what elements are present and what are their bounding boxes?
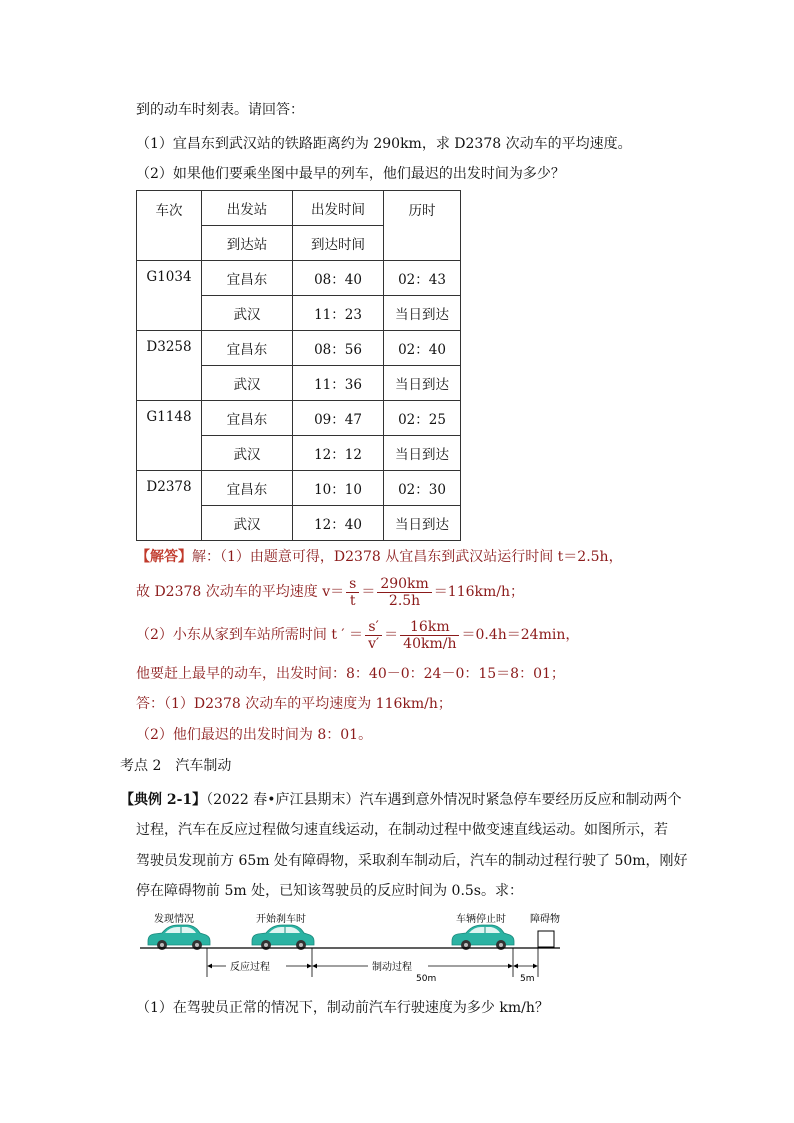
obstacle-box <box>538 931 554 947</box>
question-2: （2）如果他们要乘坐图中最早的列车，他们最迟的出发时间为多少？ <box>136 166 565 182</box>
label-obstacle: 障碍物 <box>530 914 560 925</box>
fraction-numerator: s′ <box>365 619 382 636</box>
example-label: 【典例 2-1】 <box>120 792 207 808</box>
answer-line-5: 答：（1）D2378 次动车的平均速度为 116km/h； <box>136 696 452 712</box>
train-number: D2378 <box>137 471 202 541</box>
question-1: （1）宜昌东到武汉站的铁路距离约为 290km，求 D2378 次动车的平均速度。 <box>136 136 632 152</box>
header-train: 车次 <box>137 191 202 261</box>
fraction-numerator: s <box>346 576 359 593</box>
answer-label: 【解答】 <box>136 549 192 565</box>
label-stop: 车辆停止时 <box>456 914 506 925</box>
dep-station: 宜昌东 <box>202 331 293 366</box>
duration: 02：40 <box>384 331 461 366</box>
duration: 02：43 <box>384 261 461 296</box>
label-reaction: 反应过程 <box>230 962 270 973</box>
header-dep-time: 出发时间 <box>293 191 384 226</box>
answer-text-2-prefix: 故 D2378 次动车的平均速度 v＝ <box>136 584 345 600</box>
equals-sign: ＝ <box>361 584 376 600</box>
same-day: 当日到达 <box>384 506 461 541</box>
answer-text-3-prefix: （2）小东从家到车站所需时间 t ′ ＝ <box>136 627 364 643</box>
fraction-s-over-v <box>365 619 382 652</box>
fraction-denominator: 40km/h <box>403 635 457 652</box>
section-heading: 考点 2 汽车制动 <box>120 758 232 774</box>
duration: 02：30 <box>384 471 461 506</box>
arr-time: 11：23 <box>293 296 384 331</box>
duration: 02：25 <box>384 401 461 436</box>
arr-station: 武汉 <box>202 436 293 471</box>
label-5m: 5m <box>520 974 535 984</box>
car-discover-icon <box>148 925 210 950</box>
car-brake-start-icon <box>252 925 314 950</box>
label-discover: 发现情况 <box>154 914 194 925</box>
header-arr-station: 到达站 <box>202 226 293 261</box>
label-braking: 制动过程 <box>372 962 412 973</box>
fraction-denominator: v′ <box>368 635 380 652</box>
question-last: （1）在驾驶员正常的情况下，制动前汽车行驶速度为多少 km/h？ <box>136 1000 549 1016</box>
dep-station: 宜昌东 <box>202 261 293 296</box>
fraction-16-over-40 <box>400 619 459 652</box>
same-day: 当日到达 <box>384 436 461 471</box>
fraction-290-over-2-5 <box>377 576 431 609</box>
answer-line-3 <box>136 617 579 653</box>
fraction-s-over-t <box>346 576 359 609</box>
answer-line-2 <box>136 574 524 610</box>
example-line-2: 过程，汽车在反应过程做匀速直线运动，在制动过程中做变速直线运动。如图所示，若 <box>136 822 668 838</box>
train-number: G1148 <box>137 401 202 471</box>
same-day: 当日到达 <box>384 366 461 401</box>
answer-line-4: 他要赶上最早的动车，出发时间：8：40－0：24－0：15＝8：01； <box>136 666 565 682</box>
answer-text-1: 解：（1）由题意可得，D2378 从宜昌东到武汉站运行时间 t＝2.5h， <box>192 549 623 565</box>
dep-station: 宜昌东 <box>202 401 293 436</box>
fraction-denominator: t <box>349 592 356 609</box>
arr-station: 武汉 <box>202 506 293 541</box>
fraction-numerator: 290km <box>377 576 431 593</box>
train-number: D3258 <box>137 331 202 401</box>
dep-time: 08：56 <box>293 331 384 366</box>
answer-text-2-suffix: ＝116km/h； <box>433 584 525 600</box>
answer-text-3-suffix: ＝0.4h＝24min， <box>461 627 580 643</box>
header-arr-time: 到达时间 <box>293 226 384 261</box>
equals-sign: ＝ <box>384 627 399 643</box>
intro-text: 到的动车时刻表。请回答： <box>136 102 304 118</box>
answer-line-1 <box>136 547 623 567</box>
example-line-1 <box>120 790 682 810</box>
arr-station: 武汉 <box>202 296 293 331</box>
timetable <box>136 190 461 541</box>
braking-diagram <box>140 905 580 985</box>
dep-station: 宜昌东 <box>202 471 293 506</box>
example-line-4: 停在障碍物前 5m 处，已知该驾驶员的反应时间为 0.5s。求： <box>136 883 523 899</box>
arr-station: 武汉 <box>202 366 293 401</box>
header-dep-station: 出发站 <box>202 191 293 226</box>
dep-time: 10：10 <box>293 471 384 506</box>
arr-time: 11：36 <box>293 366 384 401</box>
fraction-numerator: 16km <box>400 619 459 636</box>
example-text-1: （2022 春•庐江县期末）汽车遇到意外情况时紧急停车要经历反应和制动两个 <box>206 792 682 808</box>
same-day: 当日到达 <box>384 296 461 331</box>
car-stopped-icon <box>452 925 514 950</box>
fraction-denominator: 2.5h <box>388 592 421 609</box>
train-number: G1034 <box>137 261 202 331</box>
label-50m: 50m <box>416 974 437 984</box>
arr-time: 12：40 <box>293 506 384 541</box>
header-duration: 历时 <box>384 191 461 261</box>
dep-time: 08：40 <box>293 261 384 296</box>
answer-line-6: （2）他们最迟的出发时间为 8：01。 <box>136 727 373 743</box>
example-line-3: 驾驶员发现前方 65m 处有障碍物，采取刹车制动后，汽车的制动过程行驶了 50m，刚好 <box>136 853 688 869</box>
dep-time: 09：47 <box>293 401 384 436</box>
label-brake-start: 开始刹车时 <box>256 914 306 925</box>
arr-time: 12：12 <box>293 436 384 471</box>
